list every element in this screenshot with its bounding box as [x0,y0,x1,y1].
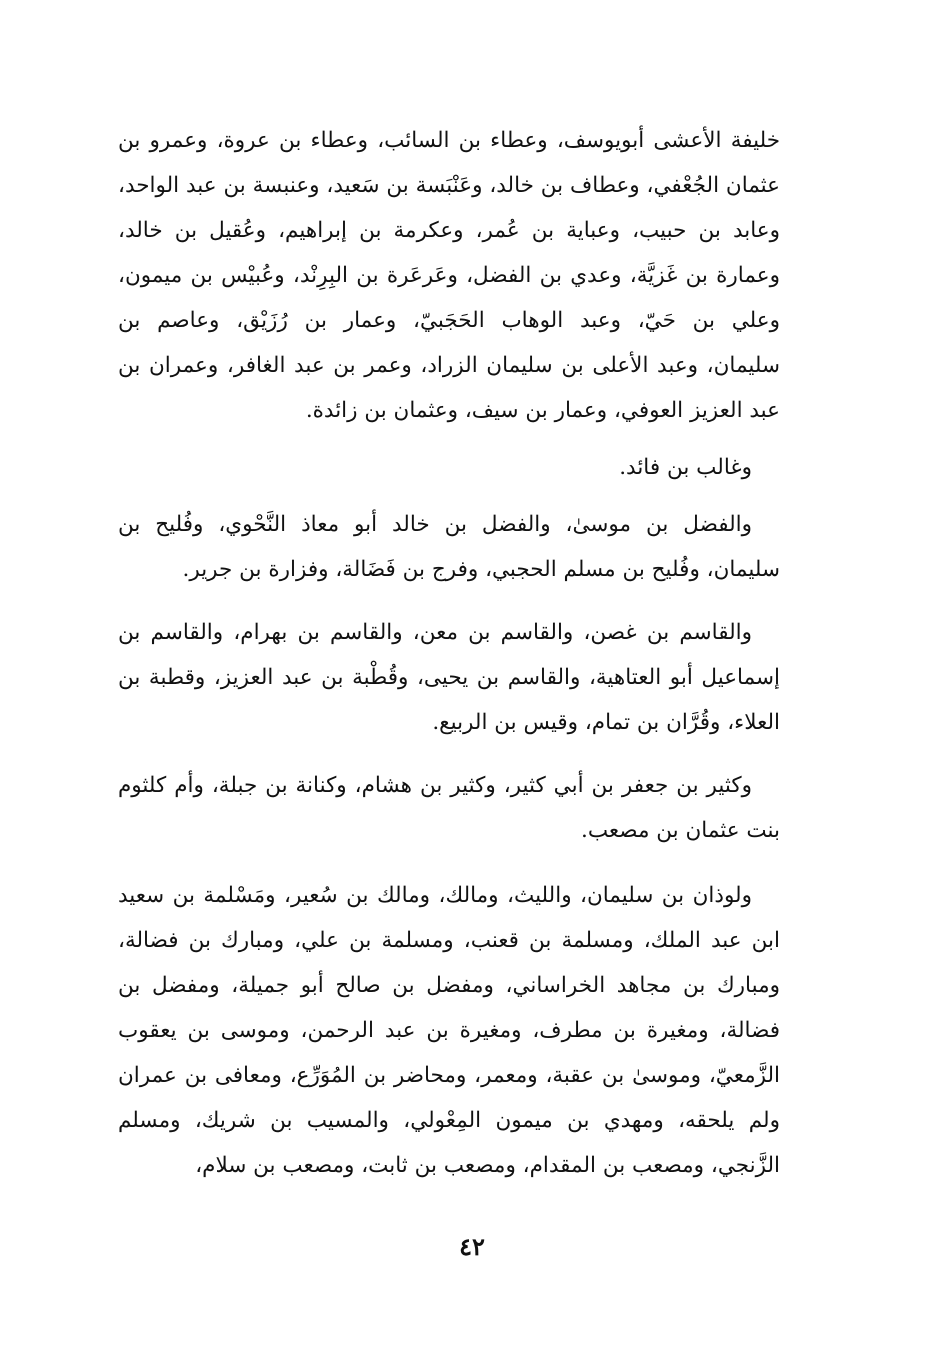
text-line: سليمان، وعبد الأعلى بن سليمان الزراد، وعمر بن عبد الغافر، وعمران بن [118,353,780,378]
text-line: والقاسم بن غصن، والقاسم بن معن، والقاسم بن بهرام، والقاسم بن [118,620,752,645]
text-line: فضالة، ومغيرة بن مطرف، ومغيرة بن عبد الرحمن، وموسى بن يعقوب [118,1018,780,1043]
text-line: ومبارك بن مجاهد الخراساني، ومفضل بن صالح أبو جميلة، ومفضل بن [118,973,780,998]
text-line: بنت عثمان بن مصعب. [580,818,780,843]
text-line: ابن عبد الملك، ومسلمة بن قعنب، ومسلمة بن علي، ومبارك بن فضالة، [118,928,780,953]
text-line: الزَّمعيّ، وموسىٰ بن عقبة، ومعمر، ومحاضر بن المُوَرِّع، ومعافى بن عمران [118,1063,780,1088]
paragraph-qaf [118,610,780,745]
text-line: عبد العزيز العوفي، وعمار بن سيف، وعثمان بن زائدة. [305,398,780,423]
paragraph-lam-mim [118,873,780,1188]
text-line: سليمان، وفُليح بن مسلم الحجبي، وفرج بن فَضَالة، وفزارة بن جرير. [182,557,780,582]
text-line: وغالب بن فائد. [619,455,752,480]
text-line: عثمان الجُعْفي، وعطاف بن خالد، وعَنْبَسة بن سَعيد، وعنبسة بن عبد الواحد، [118,173,780,198]
text-line: العلاء، وقُرَّان بن تمام، وقيس بن الربيع. [432,710,780,735]
text-line: وعمارة بن غَزيَّة، وعدي بن الفضل، وعَرعَرة بن البِرِنْد، وعُبيْس بن ميمون، [118,263,780,288]
text-line: وعلي بن حَيّ، وعبد الوهاب الحَجَبيّ، وعمار بن رُزَيْق، وعاصم بن [118,308,780,333]
paragraph-kaf [118,763,780,853]
text-line: الزَّنجي، ومصعب بن المقدام، ومصعب بن ثابت، ومصعب بن سلام، [195,1153,780,1178]
text-line: وعابد بن حبيب، وعباية بن عُمر، وعكرمة بن إبراهيم، وعُقيل بن خالد، [118,218,780,243]
page-number: ٤٢ [459,1232,485,1261]
text-line: والفضل بن موسىٰ، والفضل بن خالد أبو معاذ النَّحْوي، وفُليح بن [118,512,752,537]
text-line: خليفة الأعشى أبويوسف، وعطاء بن السائب، وعطاء بن عروة، وعمرو بن [118,128,780,153]
text-line: وكثير بن جعفر بن أبي كثير، وكثير بن هشام، وكنانة بن جبلة، وأم كلثوم [118,773,752,798]
paragraph-ain [118,118,780,433]
page-body [118,118,780,1188]
text-line: إسماعيل أبو العتاهية، والقاسم بن يحيى، وقُطْبة بن عبد العزيز، وقطبة بن [118,665,780,690]
text-line: ولم يلحقه، ومهدي بن ميمون المِعْولي، والمسيب بن شريك، ومسلم [118,1108,780,1133]
paragraph-ghain [118,445,780,490]
paragraph-fa [118,502,780,592]
text-line: ولوذان بن سليمان، والليث، ومالك، ومالك بن سُعير، ومَسْلمة بن سعيد [118,883,752,908]
